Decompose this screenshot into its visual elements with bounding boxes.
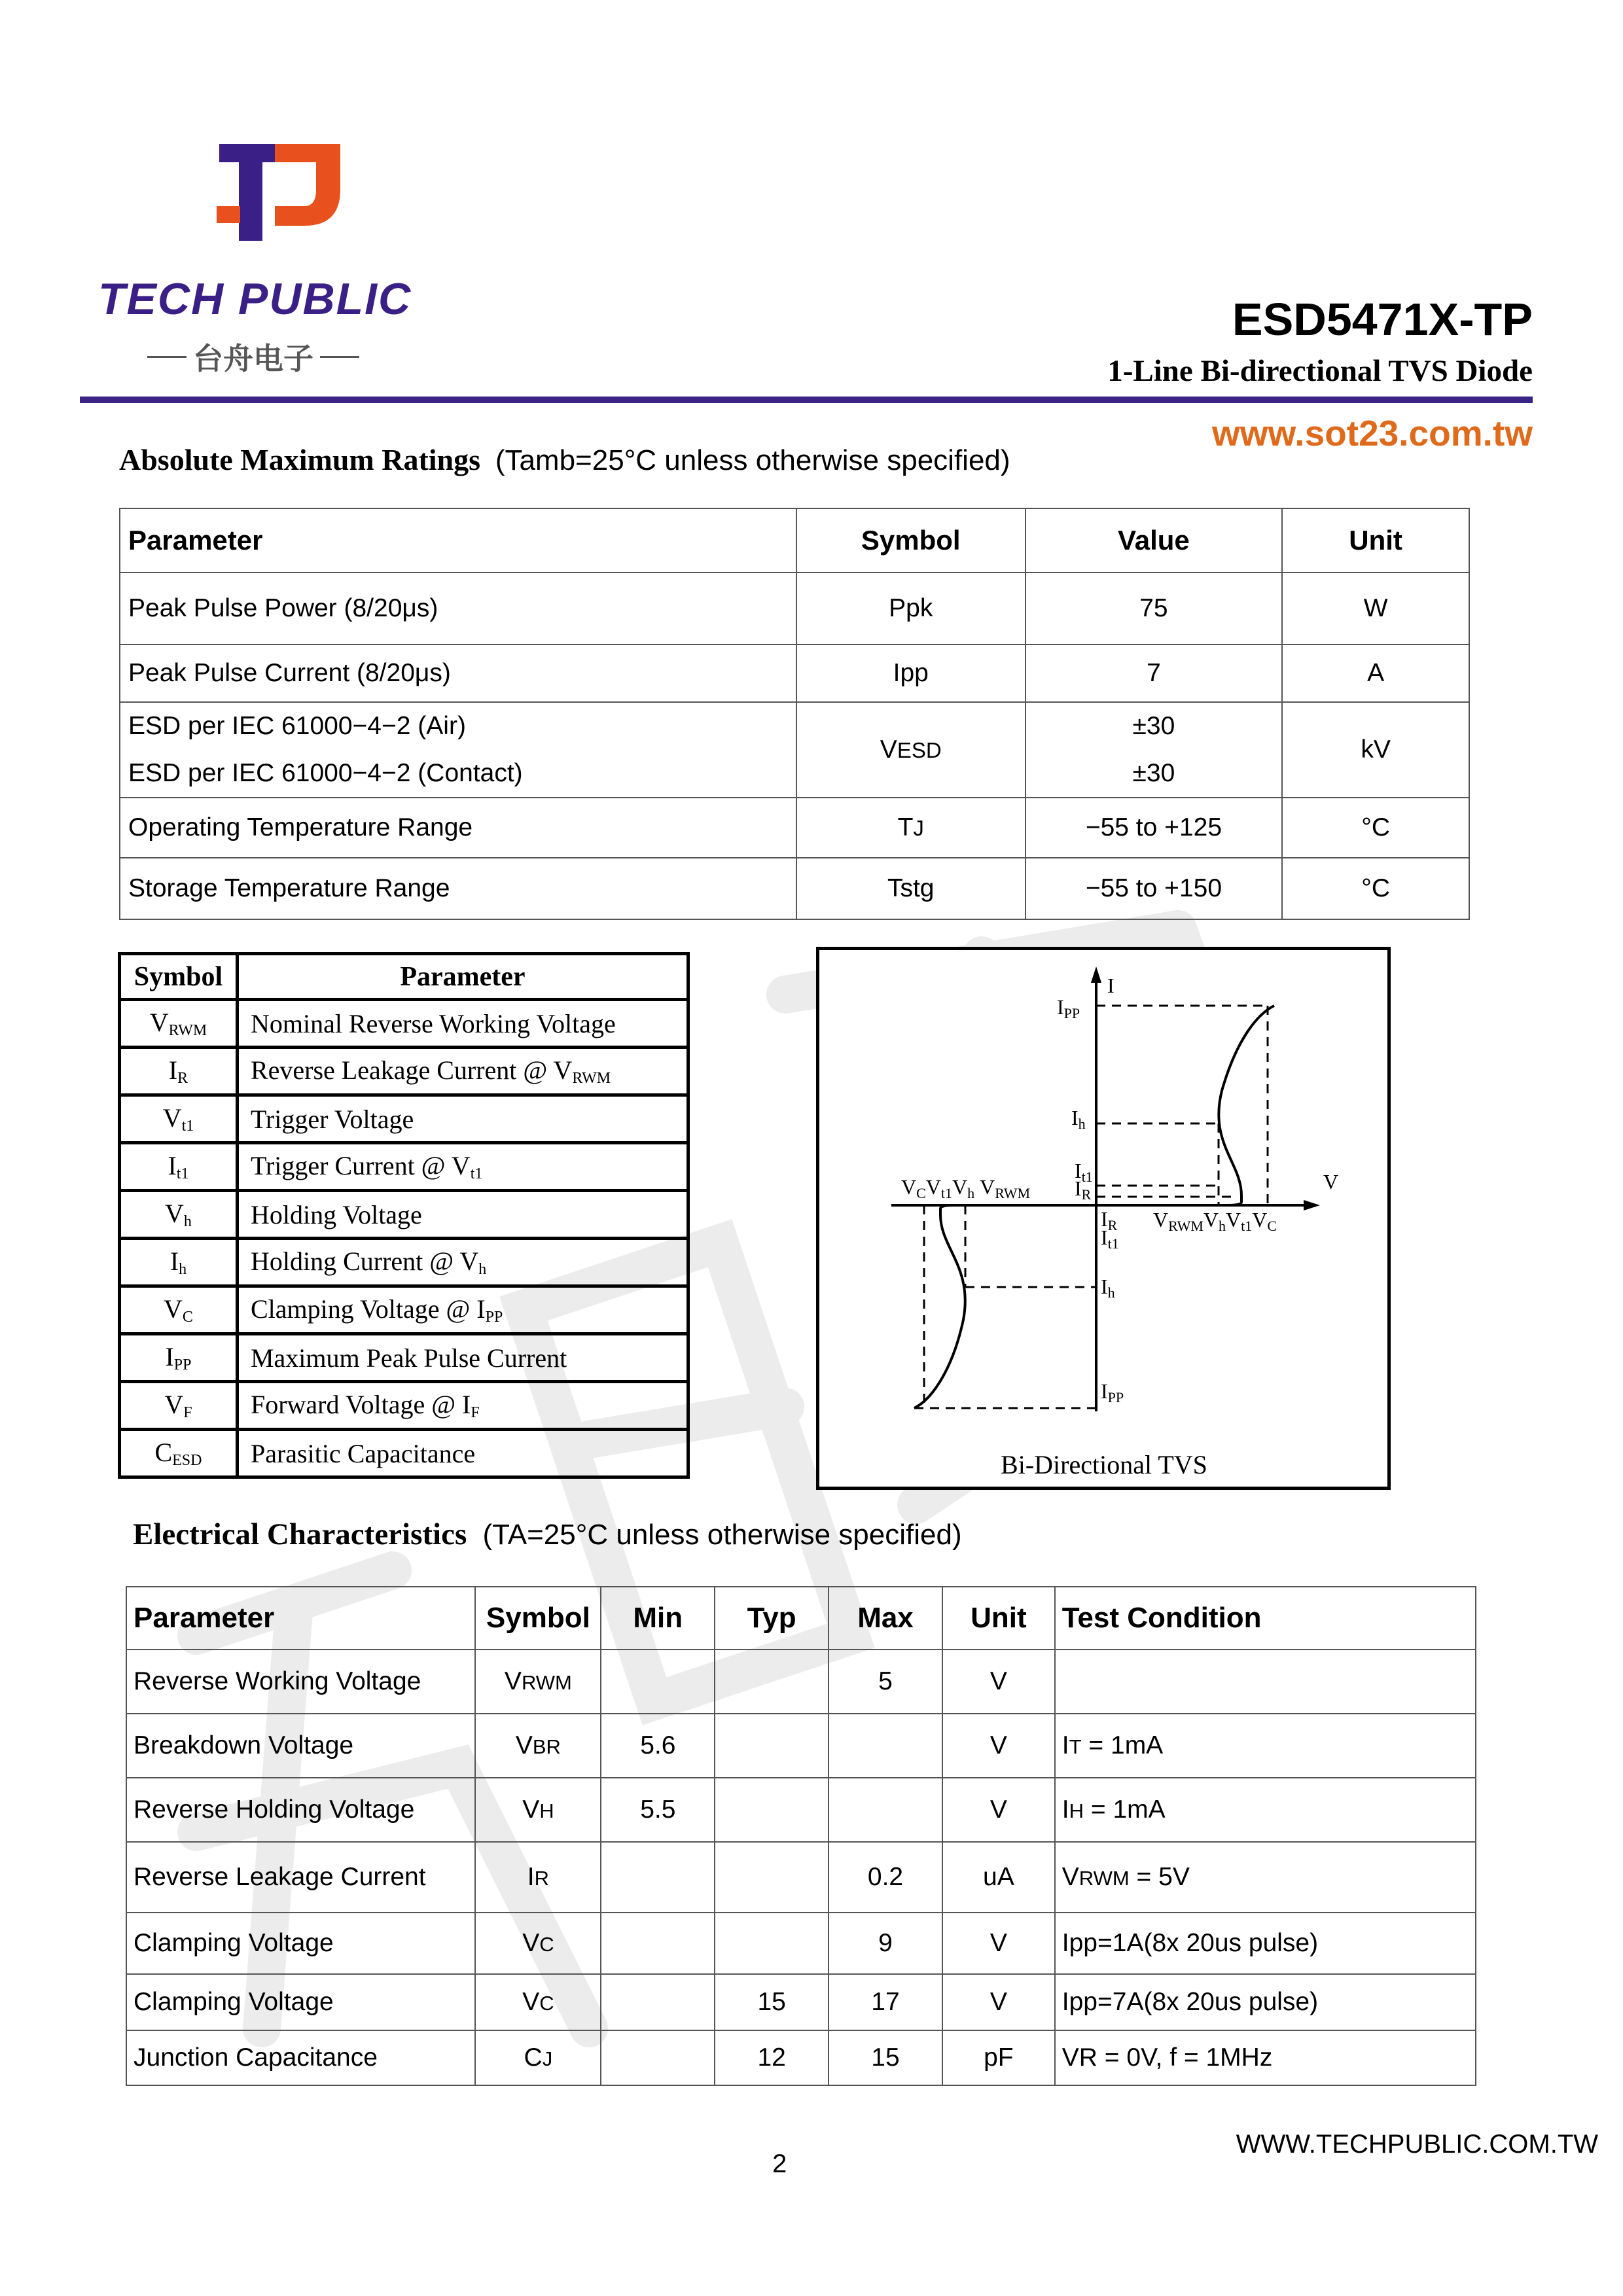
elec-heading [133,1517,962,1552]
cell-param: Maximum Peak Pulse Current [237,1334,688,1382]
part-subtitle: 1-Line Bi-directional TVS Diode [1107,354,1533,388]
cell-param: Holding Current @ $V_h$ [237,1239,688,1286]
table-row [120,1048,688,1095]
footer-website[interactable]: WWW.TECHPUBLIC.COM.TW [1236,2130,1598,2159]
table-row [120,1286,688,1334]
cell-param: Peak Pulse Current (8/20μs) [120,645,796,702]
cell-unit: °C [1282,858,1469,919]
table-row [120,1239,688,1286]
table-row [120,798,1469,858]
cell-unit: kV [1282,702,1469,798]
logo-line-right [320,356,359,358]
label-it1-bottom: It1 [1101,1226,1119,1252]
cell-param: Forward Voltage @ $I_F$ [237,1382,688,1430]
cell-param: Reverse Leakage Current @ $V_{RWM}$ [237,1048,688,1095]
abs-max-table [119,508,1470,920]
cell-symbol: VC [475,1974,601,2030]
cell-symbol [796,702,1026,798]
col-header: Symbol [475,1587,601,1650]
symbol-sub: J [913,816,924,840]
cell-param [120,702,796,798]
cell-value: 7 [1026,645,1283,702]
table-row [126,1913,1476,1974]
cell-symbol [796,798,1026,858]
col-header: Symbol [796,508,1026,573]
cell-unit: pF [942,2030,1055,2085]
esd-air-label: ESD per IEC 61000−4−2 (Air) [128,712,466,740]
cell-unit: V [942,1913,1055,1974]
cell-typ [715,1650,829,1714]
cell-unit: uA [942,1842,1055,1913]
elec-condition: (TA=25°C unless otherwise specified) [482,1519,962,1551]
website-link[interactable]: www.sot23.com.tw [1211,413,1533,453]
company-name: TECH PUBLIC [98,274,412,324]
abs-max-title: Absolute Maximum Ratings [119,443,481,476]
table-row [120,1000,688,1048]
col-header: Unit [1282,508,1469,573]
cell-typ [715,1778,829,1842]
symbol-main: V [880,735,897,764]
label-left-voltages: VCVt1Vh VRWM [901,1175,1031,1201]
cell-symbol: IR [475,1842,601,1913]
table-row [120,1334,688,1382]
cell-min [601,1913,715,1974]
iv-characteristic-diagram [816,947,1392,1491]
cell-symbol: $I_R$ [120,1048,238,1095]
cell-unit: V [942,1778,1055,1842]
table-row [120,645,1469,702]
company-name-chinese [147,335,359,378]
label-ir-top: IR [1075,1176,1092,1203]
company-logo-mark [213,144,344,242]
cell-symbol: $V_C$ [120,1286,238,1334]
col-header: Symbol [120,954,238,1000]
cell-param: Junction Capacitance [126,2030,475,2085]
cell-unit: V [942,1650,1055,1714]
table-row [126,1650,1476,1714]
part-number: ESD5471X-TP [1232,294,1533,345]
electrical-characteristics-table [126,1586,1476,2086]
cell-max: 17 [829,1974,942,2030]
cell-min [601,2030,715,2085]
cell-symbol: $I_{t1}$ [120,1143,238,1191]
cell-condition [1055,1650,1476,1714]
cell-value: −55 to +150 [1026,858,1283,919]
label-it1-top: It1 [1075,1159,1093,1185]
logo-chinese-text: 台舟电子 [193,342,313,376]
label-ir-bottom: IR [1101,1207,1118,1233]
label-ipp-bottom: IPP [1101,1379,1124,1405]
cell-value [1026,702,1283,798]
cell-condition: VRWM = 5V [1055,1842,1476,1913]
table-row [120,1382,688,1430]
cell-typ: 15 [715,1974,829,2030]
col-header: Unit [942,1587,1055,1650]
cell-param: Clamping Voltage [126,1913,475,1974]
esd-air-value: ±30 [1132,712,1175,740]
axis-i-label: I [1107,974,1115,997]
cell-param: Trigger Voltage [237,1095,688,1143]
cell-unit: V [942,1974,1055,2030]
cell-unit: A [1282,645,1469,702]
cell-typ [715,1842,829,1913]
elec-title: Electrical Characteristics [133,1517,467,1551]
cell-condition: IH = 1mA [1055,1778,1476,1842]
cell-value: −55 to +125 [1026,798,1283,858]
cell-min [601,1650,715,1714]
table-header-row [120,508,1469,573]
esd-contact-label: ESD per IEC 61000−4−2 (Contact) [128,759,523,787]
cell-param: Holding Voltage [237,1191,688,1239]
cell-param: Reverse Working Voltage [126,1650,475,1714]
symbol-main: T [897,813,914,841]
cell-symbol: $V_h$ [120,1191,238,1239]
table-row [120,858,1469,919]
cell-symbol: Ppk [796,573,1026,645]
table-header-row [120,954,688,1000]
table-row [120,1430,688,1477]
header-rule [80,397,1533,403]
table-row [120,702,1469,798]
col-header: Typ [715,1587,829,1650]
cell-param: Nominal Reverse Working Voltage [237,1000,688,1048]
cell-value: 75 [1026,573,1283,645]
logo-line-left [147,356,187,358]
cell-param: Clamping Voltage @ $I_{PP}$ [237,1286,688,1334]
table-row [126,1778,1476,1842]
diagram-caption: Bi-Directional TVS [1001,1450,1207,1479]
label-ipp-top: IPP [1057,995,1080,1021]
col-header: Min [601,1587,715,1650]
abs-max-heading [119,442,1010,477]
table-header-row [126,1587,1476,1650]
cell-unit: °C [1282,798,1469,858]
cell-symbol: $C_{ESD}$ [120,1430,238,1477]
cell-param: Reverse Holding Voltage [126,1778,475,1842]
cell-max [829,1714,942,1778]
esd-contact-value: ±30 [1132,759,1175,787]
table-row [126,1714,1476,1778]
label-ih-top: Ih [1071,1106,1086,1132]
cell-max: 15 [829,2030,942,2085]
cell-param: Clamping Voltage [126,1974,475,2030]
cell-symbol: $V_{t1}$ [120,1095,238,1143]
col-header: Max [829,1587,942,1650]
cell-symbol: Ipp [796,645,1026,702]
cell-symbol: CJ [475,2030,601,2085]
axis-v-label: V [1323,1170,1339,1193]
cell-param: Storage Temperature Range [120,858,796,919]
table-row [120,1143,688,1191]
col-header: Parameter [120,508,796,573]
cell-condition: Ipp=1A(8x 20us pulse) [1055,1913,1476,1974]
cell-max: 5 [829,1650,942,1714]
cell-param: Peak Pulse Power (8/20μs) [120,573,796,645]
cell-symbol: $V_F$ [120,1382,238,1430]
cell-symbol: $V_{RWM}$ [120,1000,238,1048]
cell-unit: W [1282,573,1469,645]
abs-max-condition: (Tamb=25°C unless otherwise specified) [495,444,1010,476]
table-row [126,1842,1476,1913]
cell-symbol: VRWM [475,1650,601,1714]
cell-typ [715,1913,829,1974]
cell-symbol: VBR [475,1714,601,1778]
page-number: 2 [772,2149,787,2178]
cell-min: 5.6 [601,1714,715,1778]
cell-max: 0.2 [829,1842,942,1913]
cell-min: 5.5 [601,1778,715,1842]
cell-max [829,1778,942,1842]
label-ih-bottom: Ih [1101,1275,1115,1301]
col-header: Parameter [126,1587,475,1650]
cell-param: Breakdown Voltage [126,1714,475,1778]
cell-unit: V [942,1714,1055,1778]
table-row [126,1974,1476,2030]
cell-symbol: VC [475,1913,601,1974]
cell-typ [715,1714,829,1778]
cell-param: Parasitic Capacitance [237,1430,688,1477]
cell-symbol: Tstg [796,858,1026,919]
table-row [126,2030,1476,2085]
cell-symbol: $I_{PP}$ [120,1334,238,1382]
cell-symbol: VH [475,1778,601,1842]
cell-param: Operating Temperature Range [120,798,796,858]
col-header: Value [1026,508,1283,573]
symbol-definition-table [118,952,690,1479]
label-right-voltages: VRWMVhVt1VC [1153,1208,1277,1234]
cell-condition: IT = 1mA [1055,1714,1476,1778]
table-row [120,1095,688,1143]
cell-param: Reverse Leakage Current [126,1842,475,1913]
cell-max: 9 [829,1913,942,1974]
cell-param: Trigger Current @ $V_{t1}$ [237,1143,688,1191]
cell-min [601,1974,715,2030]
table-row [120,1191,688,1239]
cell-min [601,1842,715,1913]
cell-typ: 12 [715,2030,829,2085]
table-row [120,573,1469,645]
cell-condition: Ipp=7A(8x 20us pulse) [1055,1974,1476,2030]
cell-condition: VR = 0V, f = 1MHz [1055,2030,1476,2085]
col-header: Parameter [237,954,688,1000]
cell-symbol: $I_h$ [120,1239,238,1286]
symbol-sub: ESD [897,738,942,762]
col-header: Test Condition [1055,1587,1476,1650]
